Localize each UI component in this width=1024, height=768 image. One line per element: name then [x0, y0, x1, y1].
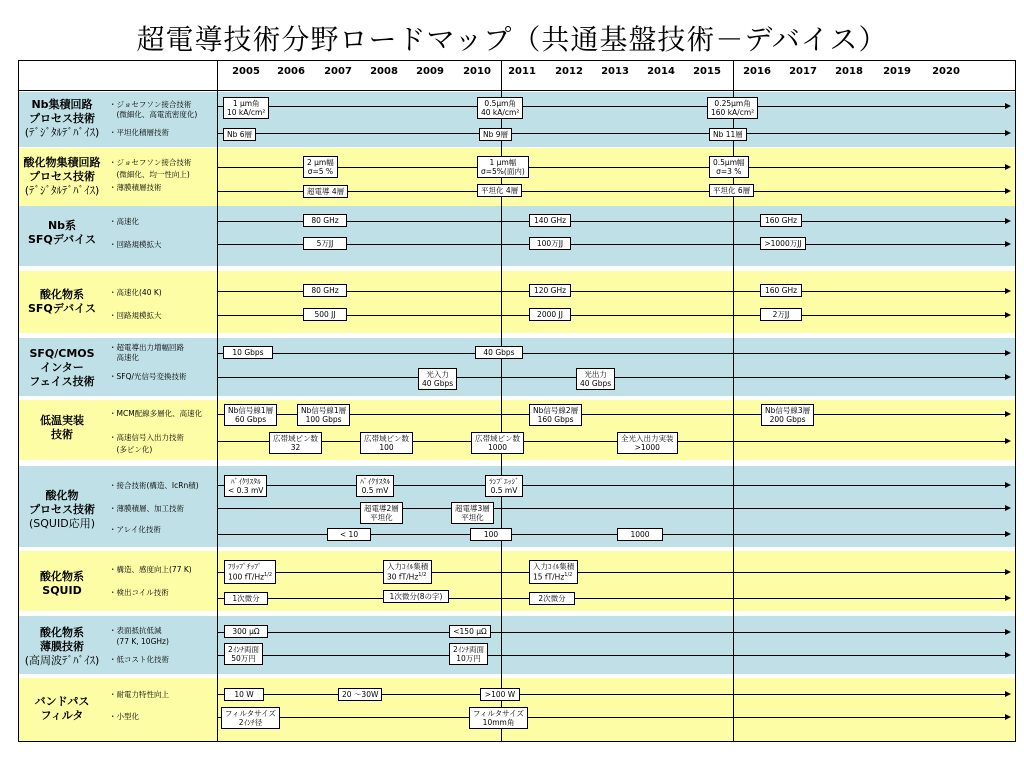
arrow-icon: [1005, 241, 1011, 247]
milestone-box: >100 W: [480, 688, 520, 701]
milestone-box: 2000 JJ: [529, 308, 571, 321]
milestone-box: 40 Gbps: [475, 346, 523, 359]
label-column-divider: [217, 60, 218, 742]
item-label: (微細化、均一性向上): [109, 170, 190, 179]
year-label: 2013: [601, 66, 629, 77]
item-label: ・回路規模拡大: [109, 311, 162, 320]
arrow-icon: [1005, 411, 1011, 417]
milestone-box: ﾌﾘｯﾌﾟﾁｯﾌﾟ 100 $fT/Hz^{1/2}$: [224, 560, 276, 584]
item-label: ・薄膜積層、加工技術: [109, 504, 184, 513]
milestone-box: 500 JJ: [303, 308, 347, 321]
timeline-line: [218, 133, 1007, 134]
timeline-line: [218, 717, 1007, 718]
milestone-box: 1000: [617, 528, 663, 541]
item-label: ・構造、感度向上(77 K): [109, 565, 192, 574]
timeline-line: [218, 655, 1007, 656]
arrow-icon: [1005, 218, 1011, 224]
arrow-icon: [1005, 374, 1011, 380]
timeline-line: [218, 632, 1007, 633]
year-label: 2005: [232, 66, 260, 77]
item-label: ・MCM配線多層化、高速化: [109, 409, 203, 418]
category-label: バンドパス フィルタ: [34, 695, 90, 722]
milestone-box: 1 μm角 10 kA/cm²: [223, 97, 269, 119]
milestone-box: < 10: [327, 528, 371, 541]
milestone-box: 10 W: [224, 688, 264, 701]
year-label: 2018: [835, 66, 863, 77]
milestone-box: 2次微分: [529, 592, 575, 605]
milestone-box: 0.25μm角 160 kA/cm²: [707, 97, 758, 119]
year-label: 2009: [416, 66, 444, 77]
item-label: ・高速信号入出力技術: [109, 433, 184, 442]
arrow-icon: [1005, 438, 1011, 444]
year-label: 2010: [463, 66, 491, 77]
year-label: 2019: [883, 66, 911, 77]
milestone-box: Nb信号線3層 200 Gbps: [761, 404, 814, 426]
milestone-box: 2 μm幅 σ=5 %: [303, 156, 338, 178]
year-label: 2015: [693, 66, 721, 77]
milestone-box: 超電導2層 平坦化: [360, 502, 403, 524]
milestone-box: 100万JJ: [529, 237, 571, 250]
milestone-box: 160 GHz: [760, 284, 802, 297]
milestone-box: Nb 9層: [479, 128, 512, 141]
milestone-box: フィルタサイズ 10mm角: [469, 707, 528, 729]
timeline-line: [218, 572, 1007, 573]
item-label: ・高速化(40 K): [109, 288, 162, 297]
milestone-box: 平坦化 6層: [709, 184, 754, 197]
arrow-icon: [1005, 595, 1011, 601]
milestone-box: 光入力 40 Gbps: [418, 368, 457, 390]
item-label: 高速化: [109, 353, 139, 362]
milestone-box: >1000万JJ: [760, 237, 806, 250]
milestone-box: 全光入出力実装 >1000: [617, 432, 678, 454]
milestone-box: 300 μΩ: [224, 625, 268, 638]
milestone-box: 80 GHz: [303, 284, 347, 297]
year-label: 2017: [789, 66, 817, 77]
item-label: ・表面抵抗低減: [109, 626, 162, 635]
item-label: ・アレイ化技術: [109, 525, 161, 534]
milestone-box: 入力ｺｲﾙ集積 15 $fT/Hz^{1/2}$: [529, 560, 578, 584]
timeline-line: [218, 598, 1007, 599]
milestone-box: 80 GHz: [303, 214, 347, 227]
item-label: ・低コスト化技術: [109, 655, 169, 664]
category-label: SFQ/CMOS インター フェイス技術: [29, 347, 95, 388]
milestone-box: Nb 11層: [709, 128, 747, 141]
milestone-box: 広帯域ピン数 32: [269, 432, 322, 454]
page-title: 超電導技術分野ロードマップ（共通基盤技術－デバイス）: [136, 23, 888, 56]
milestone-box: 1 μm幅 σ=5%(面内): [477, 156, 529, 178]
item-label: ・検出コイル技術: [109, 588, 169, 597]
timeline-line: [218, 441, 1007, 442]
item-label: ・ジョセフソン接合技術: [109, 100, 192, 109]
milestone-box: 光出力 40 Gbps: [576, 368, 615, 390]
arrow-icon: [1005, 350, 1011, 356]
arrow-icon: [1005, 505, 1011, 511]
category-label: Nb系 SFQデバイス: [27, 219, 97, 246]
milestone-box: 平坦化 4層: [477, 184, 522, 197]
milestone-box: 超電導 4層: [303, 185, 348, 198]
milestone-box: 120 GHz: [529, 284, 571, 297]
milestone-box: 1次微分: [224, 592, 268, 605]
milestone-box: <150 μΩ: [449, 625, 491, 638]
milestone-box: 1次微分(8の字): [383, 590, 449, 603]
timeline-line: [218, 508, 1007, 509]
milestone-box: ﾊﾞｲｸﾘｽﾀﾙ 0.5 mV: [356, 475, 394, 497]
milestone-box: ﾗﾝﾌﾟｴｯｼﾞ 0.5 mV: [485, 475, 523, 497]
milestone-box: 20 ～30W: [338, 688, 382, 701]
year-label: 2008: [370, 66, 398, 77]
milestone-box: 広帯域ピン数 1000: [471, 432, 524, 454]
item-label: ・SFQ/光信号変換技術: [109, 372, 187, 381]
item-label: ・超電導出力増幅回路: [109, 343, 184, 352]
year-label: 2006: [277, 66, 305, 77]
milestone-box: 2ｲﾝﾁ両面 50万円: [224, 643, 263, 665]
arrow-icon: [1005, 691, 1011, 697]
timeline-line: [218, 485, 1007, 486]
category-label: 酸化物 プロセス技術 (SQUID応用): [29, 489, 95, 530]
arrow-icon: [1005, 531, 1011, 537]
arrow-icon: [1005, 714, 1011, 720]
milestone-box: 0.5μm角 40 kA/cm²: [477, 97, 523, 119]
milestone-box: 100: [470, 528, 512, 541]
arrow-icon: [1005, 652, 1011, 658]
item-label: ・耐電力特性向上: [109, 690, 169, 699]
milestone-box: 10 Gbps: [223, 346, 273, 359]
milestone-box: 2万JJ: [760, 308, 802, 321]
item-label: ・接合技術(構造、IcRn積): [109, 481, 199, 490]
item-label: ・薄膜積層技術: [109, 183, 162, 192]
item-label: (77 K, 10GHz): [109, 637, 169, 646]
item-label: ・平坦化積層技術: [109, 128, 169, 137]
item-label: (微細化、高電流密度化): [109, 110, 198, 119]
year-label: 2012: [555, 66, 583, 77]
arrow-icon: [1005, 312, 1011, 318]
item-label: (多ピン化): [109, 445, 153, 454]
milestone-box: 0.5μm幅 σ=3 %: [709, 156, 749, 178]
year-label: 2020: [932, 66, 960, 77]
category-label: 酸化物系 SFQデバイス: [27, 288, 97, 315]
arrow-icon: [1005, 569, 1011, 575]
year-label: 2007: [324, 66, 352, 77]
item-label: ・ジョセフソン接合技術: [109, 158, 192, 167]
header-divider: [18, 90, 1016, 91]
milestone-box: 5万JJ: [303, 237, 347, 250]
milestone-box: Nb信号線1層 100 Gbps: [297, 404, 350, 426]
category-label: 酸化物系 薄膜技術 (高周波ﾃﾞﾊﾞｲｽ): [24, 626, 100, 667]
item-label: ・回路規模拡大: [109, 240, 162, 249]
arrow-icon: [1005, 164, 1011, 170]
milestone-box: ﾊﾞｲｸﾘｽﾀﾙ < 0.3 mV: [224, 475, 267, 497]
year-label: 2014: [647, 66, 675, 77]
milestone-box: フィルタサイズ 2ｲﾝﾁ径: [221, 707, 280, 729]
item-label: ・高速化: [109, 217, 139, 226]
arrow-icon: [1005, 482, 1011, 488]
year-label: 2011: [508, 66, 536, 77]
milestone-box: 広帯域ピン数 100: [360, 432, 413, 454]
timeline-line: [218, 353, 1007, 354]
timeline-line: [218, 694, 1007, 695]
year-label: 2016: [743, 66, 771, 77]
milestone-box: 2ｲﾝﾁ両面 10万円: [449, 643, 488, 665]
timeline-line: [218, 106, 1007, 107]
milestone-box: 140 GHz: [529, 214, 571, 227]
arrow-icon: [1005, 288, 1011, 294]
category-label: 低温実装 技術: [40, 414, 84, 441]
milestone-box: 超電導3層 平坦化: [451, 502, 494, 524]
milestone-box: 160 GHz: [760, 214, 802, 227]
arrow-icon: [1005, 188, 1011, 194]
arrow-icon: [1005, 103, 1011, 109]
category-label: 酸化物集積回路 プロセス技術 (ﾃﾞｼﾞﾀﾙﾃﾞﾊﾞｲｽ): [23, 156, 101, 197]
arrow-icon: [1005, 629, 1011, 635]
milestone-box: Nb信号線2層 160 Gbps: [529, 404, 582, 426]
milestone-box: Nb 6層: [223, 128, 256, 141]
arrow-icon: [1005, 130, 1011, 136]
category-label: Nb集積回路 プロセス技術 (ﾃﾞｼﾞﾀﾙﾃﾞﾊﾞｲｽ): [24, 98, 100, 139]
milestone-box: Nb信号線1層 60 Gbps: [224, 404, 277, 426]
category-label: 酸化物系 SQUID: [40, 570, 84, 597]
milestone-box: 入力ｺｲﾙ集積 30 $fT/Hz^{1/2}$: [383, 560, 432, 584]
item-label: ・小型化: [109, 712, 139, 721]
